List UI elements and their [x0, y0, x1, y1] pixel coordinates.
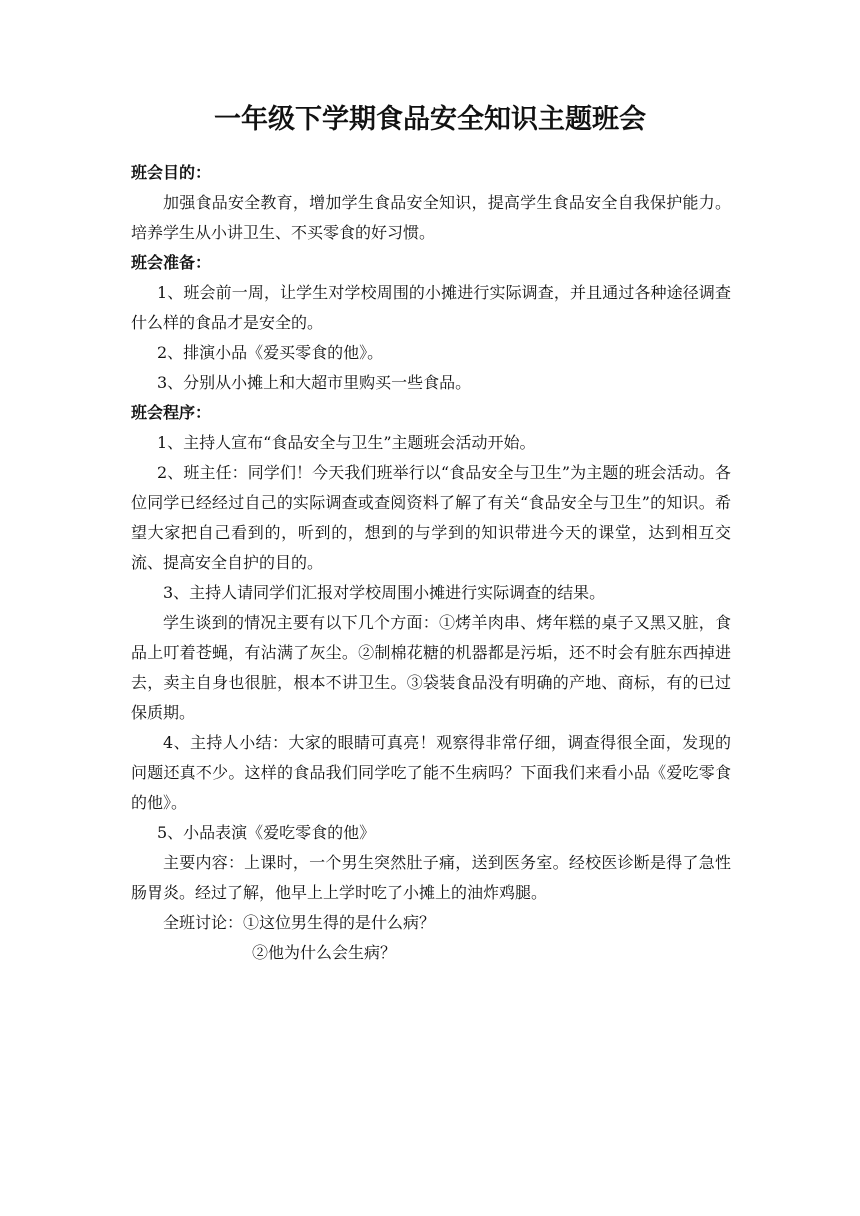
- preparation-item-2: 2、排演小品《爱买零食的他》。: [157, 343, 384, 362]
- procedure-findings: 学生谈到的情况主要有以下几个方面：①烤羊肉串、烤年糕的桌子又黑又脏，食品上叮着苍蝇，有沾满了灰尘。②制棉花糖的机器都是污垢，还不时会有脏东西掉进去，卖主自身也很脏，根本不讲卫生。③袋装食品没有明确的产地、商标，有的已过保质期。: [131, 613, 731, 722]
- procedure-item-2: 2、班主任：同学们！今天我们班举行以“食品安全与卫生”为主题的班会活动。各位同学已经经过自己的实际调查或查阅资料了解了有关“食品安全与卫生”的知识。希望大家把自己看到的，听到的，想到的与学到的知识带进今天的课堂，达到相互交流、提高安全自护的目的。: [131, 463, 731, 572]
- preparation-heading: 班会准备：: [131, 253, 212, 272]
- preparation-item-1: 1、班会前一周，让学生对学校周围的小摊进行实际调查，并且通过各种途径调查什么样的食品才是安全的。: [131, 283, 731, 332]
- discussion-question-1: 全班讨论：①这位男生得的是什么病？: [163, 913, 436, 932]
- procedure-item-4: 4、主持人小结：大家的眼睛可真亮！观察得非常仔细，调查得很全面，发现的问题还真不少。这样的食品我们同学吃了能不生病吗？下面我们来看小品《爱吃零食的他》。: [131, 733, 731, 812]
- document-body: [131, 158, 731, 968]
- page-title: 一年级下学期食品安全知识主题班会: [214, 104, 646, 135]
- procedure-item-5: 5、小品表演《爱吃零食的他》: [157, 823, 376, 842]
- discussion-question-2: ②他为什么会生病？: [252, 943, 397, 962]
- procedure-item-3: 3、主持人请同学们汇报对学校周围小摊进行实际调查的结果。: [163, 583, 606, 602]
- preparation-item-3: 3、分别从小摊上和大超市里购买一些食品。: [157, 373, 472, 392]
- skit-content: 主要内容：上课时，一个男生突然肚子痛，送到医务室。经校医诊断是得了急性肠胃炎。经过了解，他早上上学时吃了小摊上的油炸鸡腿。: [131, 853, 731, 902]
- procedure-heading: 班会程序：: [131, 403, 212, 422]
- purpose-text: 加强食品安全教育，增加学生食品安全知识，提高学生食品安全自我保护能力。培养学生从小讲卫生、不买零食的好习惯。: [131, 193, 731, 242]
- purpose-heading: 班会目的：: [131, 163, 212, 182]
- procedure-item-1: 1、主持人宣布“食品安全与卫生”主题班会活动开始。: [157, 433, 536, 452]
